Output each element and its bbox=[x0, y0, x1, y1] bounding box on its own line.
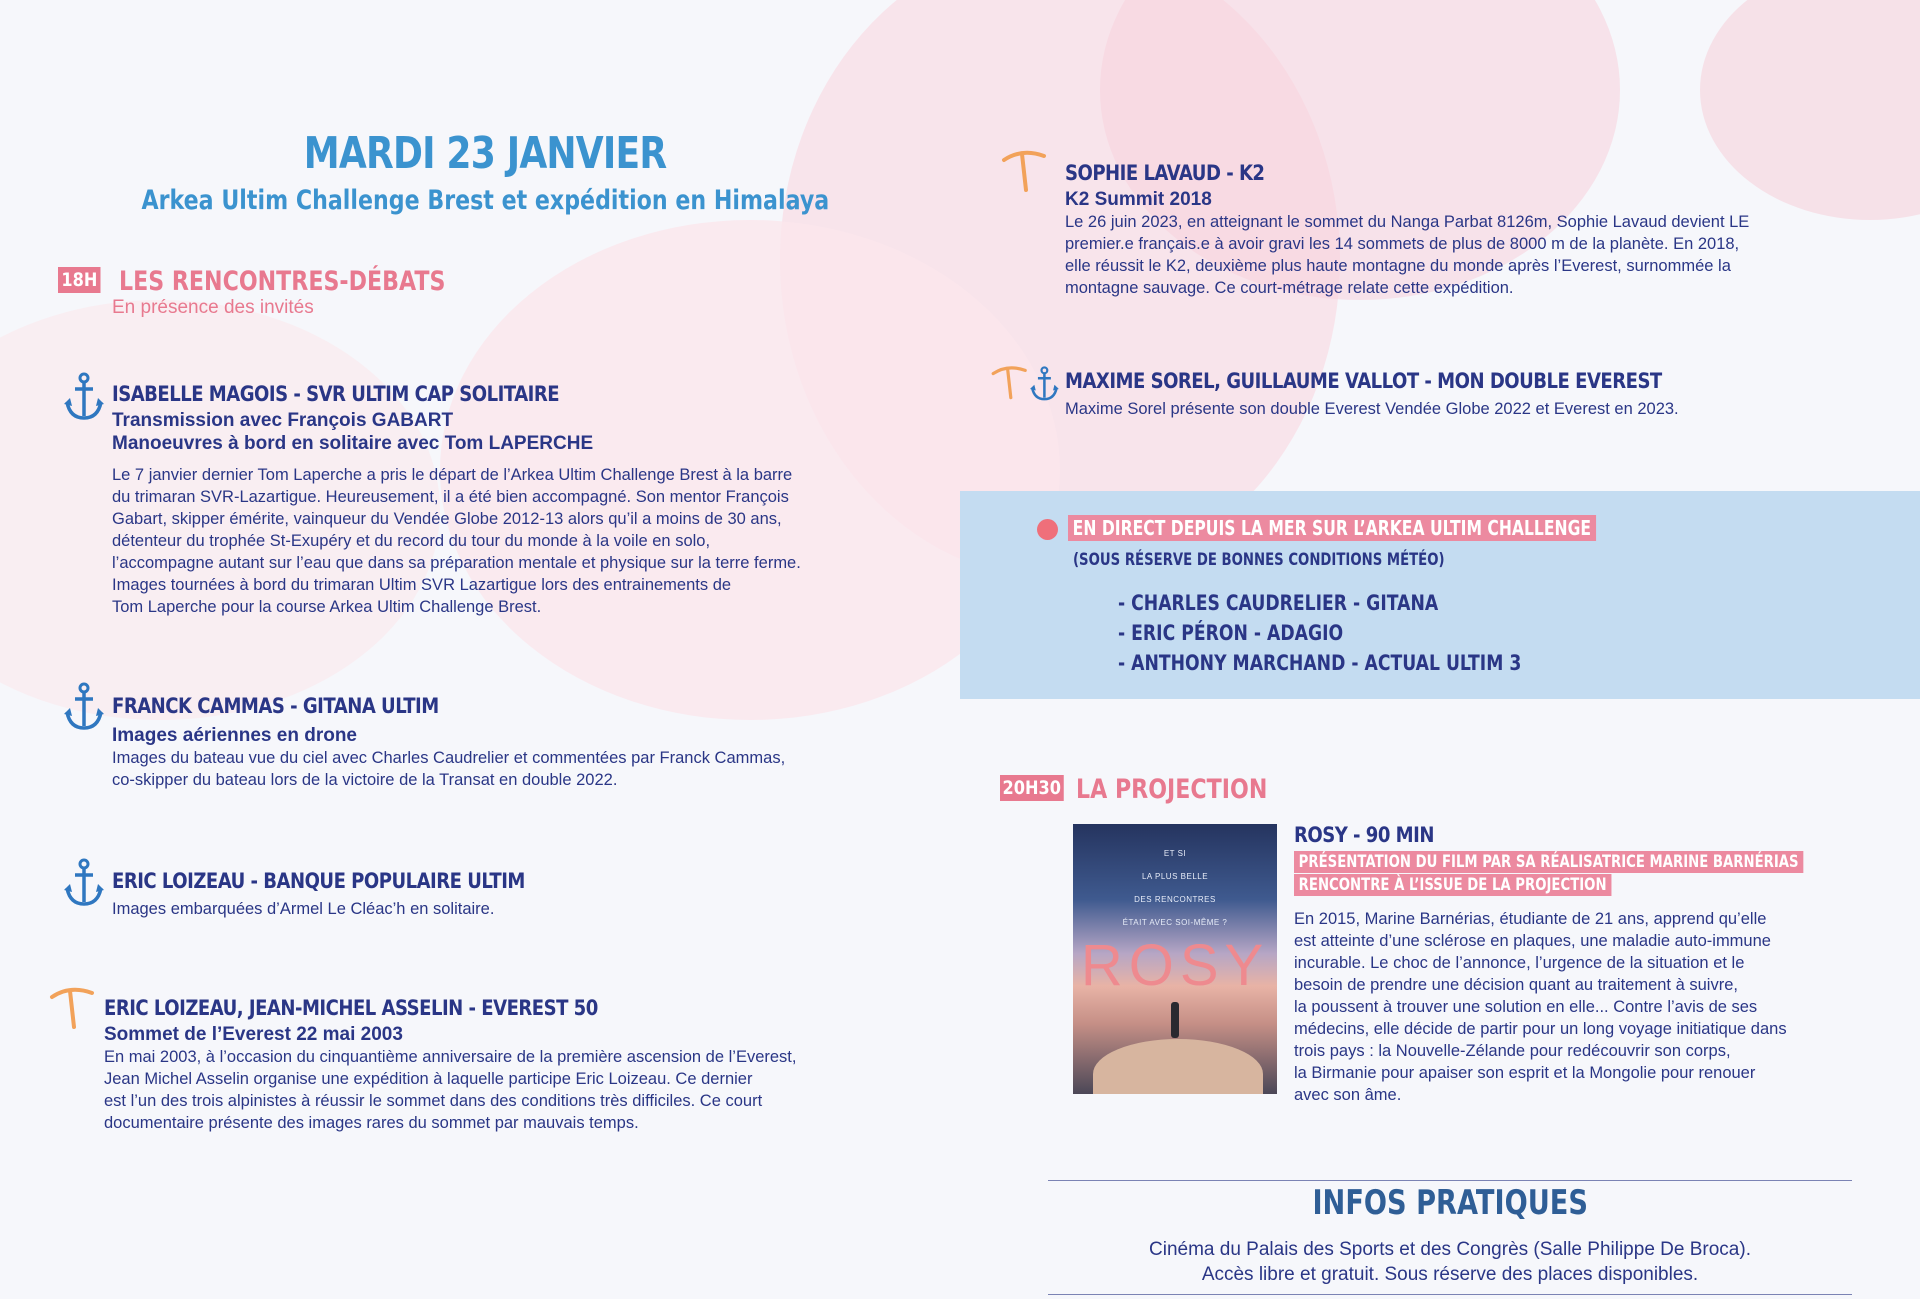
section-title: LA PROJECTION bbox=[1075, 774, 1268, 805]
entry-title: MAXIME SOREL, GUILLAUME VALLOT - MON DOUBLE EVEREST bbox=[1065, 369, 1662, 393]
divider-bottom bbox=[1048, 1294, 1852, 1295]
date-heading: MARDI 23 JANVIER bbox=[303, 128, 667, 179]
entry-eric-loizeau-banque-populaire bbox=[112, 869, 592, 920]
poster-title: ROSY bbox=[1080, 933, 1270, 998]
section-title: LES RENCONTRES-DÉBATS bbox=[119, 266, 446, 297]
entry-description: En mai 2003, à l’occasion du cinquantième anniversaire de la première ascension de l’Everest, Jean Michel Asselin organise une expédition à laquelle participe Eric Loizeau. Ce dernier est l’un des trois alpinistes à réussir le sommet dans des conditions très difficiles. Ce court documentaire présente des images rares du sommet par mauvais temps. bbox=[104, 1048, 797, 1132]
entry-everest-50 bbox=[104, 996, 796, 1134]
skipper-item: - ANTHONY MARCHAND - ACTUAL ULTIM 3 bbox=[1118, 651, 1522, 675]
ice-axe-icon bbox=[48, 985, 96, 1031]
entry-description: Images du bateau vue du ciel avec Charles Caudrelier et commentées par Franck Cammas, co-skipper du bateau lors de la victoire de la Transat en double 2022. bbox=[112, 749, 786, 789]
entry-maxime-sorel bbox=[1065, 369, 1759, 420]
entry-title: ERIC LOIZEAU - BANQUE POPULAIRE ULTIM bbox=[112, 869, 525, 893]
entry-description: Maxime Sorel présente son double Everest Vendée Globe 2022 et Everest en 2023. bbox=[1065, 400, 1679, 418]
section-subtitle: En présence des invités bbox=[112, 297, 314, 318]
ice-axe-icon bbox=[1000, 148, 1048, 194]
projection-header bbox=[1000, 774, 1309, 805]
infos-line: Cinéma du Palais des Sports et des Congrès (Salle Philippe De Broca). bbox=[1149, 1239, 1751, 1260]
infos-line: Accès libre et gratuit. Sous réserve des places disponibles. bbox=[1201, 1264, 1699, 1285]
film-title: ROSY - 90 MIN bbox=[1294, 823, 1434, 847]
entry-title: ISABELLE MAGOIS - SVR ULTIM CAP SOLITAIRE bbox=[112, 382, 560, 406]
anchor-icon bbox=[64, 858, 104, 908]
entry-title: FRANCK CAMMAS - GITANA ULTIM bbox=[112, 694, 439, 718]
debates-header bbox=[58, 266, 518, 297]
live-dot-icon bbox=[1037, 519, 1058, 540]
time-badge: 20H30 bbox=[1000, 775, 1064, 801]
anchor-icon bbox=[64, 682, 104, 732]
anchor-icon bbox=[64, 372, 104, 422]
entry-subtitle: Images aériennes en drone bbox=[112, 725, 357, 746]
skipper-item: - ERIC PÉRON - ADAGIO bbox=[1118, 621, 1344, 645]
poster-rock bbox=[1093, 1039, 1263, 1094]
entry-subtitle: Manoeuvres à bord en solitaire avec Tom LAPERCHE bbox=[112, 433, 594, 454]
entry-title: SOPHIE LAVAUD - K2 bbox=[1065, 161, 1265, 185]
film-highlight: PRÉSENTATION DU FILM PAR SA RÉALISATRICE MARINE BARNÉRIAS bbox=[1294, 851, 1803, 873]
divider-top bbox=[1048, 1180, 1852, 1181]
entry-description: Le 7 janvier dernier Tom Laperche a pris le départ de l’Arkea Ultim Challenge Brest à la barre du trimaran SVR-Lazartigue. Heureusement, il a été bien accompagné. Son mentor François Gabart, skipper émérite, vainqueur du Vendée Globe 2012-13 alors qu’il a moins de 30 ans, détenteur du trophée St-Exupéry et du record du tour du monde à la voile en solo, l’accompagne autant sur l’eau que dans sa préparation mentale et physique sur la terre ferme. Images tournées à bord du trimaran Ultim SVR Lazartigue lors des entrainements de Tom Laperche pour la course Arkea Ultim Challenge Brest. bbox=[112, 466, 801, 616]
live-note: (SOUS RÉSERVE DE BONNES CONDITIONS MÉTÉO) bbox=[1073, 550, 1445, 570]
live-skippers bbox=[1118, 588, 1521, 678]
entry-description: Images embarquées d’Armel Le Cléac’h en solitaire. bbox=[112, 900, 495, 918]
entry-subtitle: Sommet de l’Everest 22 mai 2003 bbox=[104, 1024, 403, 1045]
film-description: En 2015, Marine Barnérias, étudiante de 21 ans, apprend qu’elle est atteinte d’une sclérose en plaques, une maladie auto-immune incurable. Le choc de l’annonce, l’urgence de la situation et le besoin de prendre une décision quant au traitement à suivre, la poussent à trouver une solution en elle... Contre l’avis de ses médecins, elle décide de partir pour un long voyage initiatique dans trois pays : la Nouvelle-Zélande pour redécouvrir son corps, la Birmanie pour apaiser son esprit et la Mongolie pour renouer avec son âme. bbox=[1294, 910, 1787, 1104]
entry-subtitle: K2 Summit 2018 bbox=[1065, 189, 1212, 210]
entry-title: ERIC LOIZEAU, JEAN-MICHEL ASSELIN - EVEREST 50 bbox=[104, 996, 598, 1020]
film-poster: ET SI LA PLUS BELLE DES RENCONTRES ÉTAIT AVEC SOI-MÊME ? ROSY bbox=[1073, 824, 1277, 1094]
time-badge: 18H bbox=[58, 267, 101, 293]
page-title bbox=[0, 128, 970, 179]
entry-description: Le 26 juin 2023, en atteignant le sommet du Nanga Parbat 8126m, Sophie Lavaud devient LE premier.e français.e à avoir gravi les 14 sommets de plus de 8000 m de la planète. En 2018, elle réussit le K2, deuxième plus haute montagne du monde après l’Everest, surnommée la montagne sauvage. Ce court-métrage relate cette expédition. bbox=[1065, 213, 1750, 297]
live-title: EN DIRECT DEPUIS LA MER SUR L’ARKEA ULTIM CHALLENGE bbox=[1068, 515, 1745, 541]
entry-subtitle: Transmission avec François GABART bbox=[112, 410, 454, 431]
entry-franck-cammas bbox=[112, 694, 785, 791]
poster-figure bbox=[1171, 1002, 1179, 1038]
infos-title: INFOS PRATIQUES bbox=[1312, 1183, 1588, 1223]
ice-axe-anchor-icon bbox=[990, 364, 1062, 410]
entry-isabelle-magois bbox=[112, 382, 801, 618]
film-highlight: RENCONTRE À L’ISSUE DE LA PROJECTION bbox=[1294, 874, 1611, 896]
film-info bbox=[1294, 823, 1920, 1106]
skipper-item: - CHARLES CAUDRELIER - GITANA bbox=[1118, 591, 1439, 615]
page-subtitle: Arkea Ultim Challenge Brest et expédition en Himalaya bbox=[141, 185, 829, 216]
entry-sophie-lavaud bbox=[1065, 161, 1749, 299]
